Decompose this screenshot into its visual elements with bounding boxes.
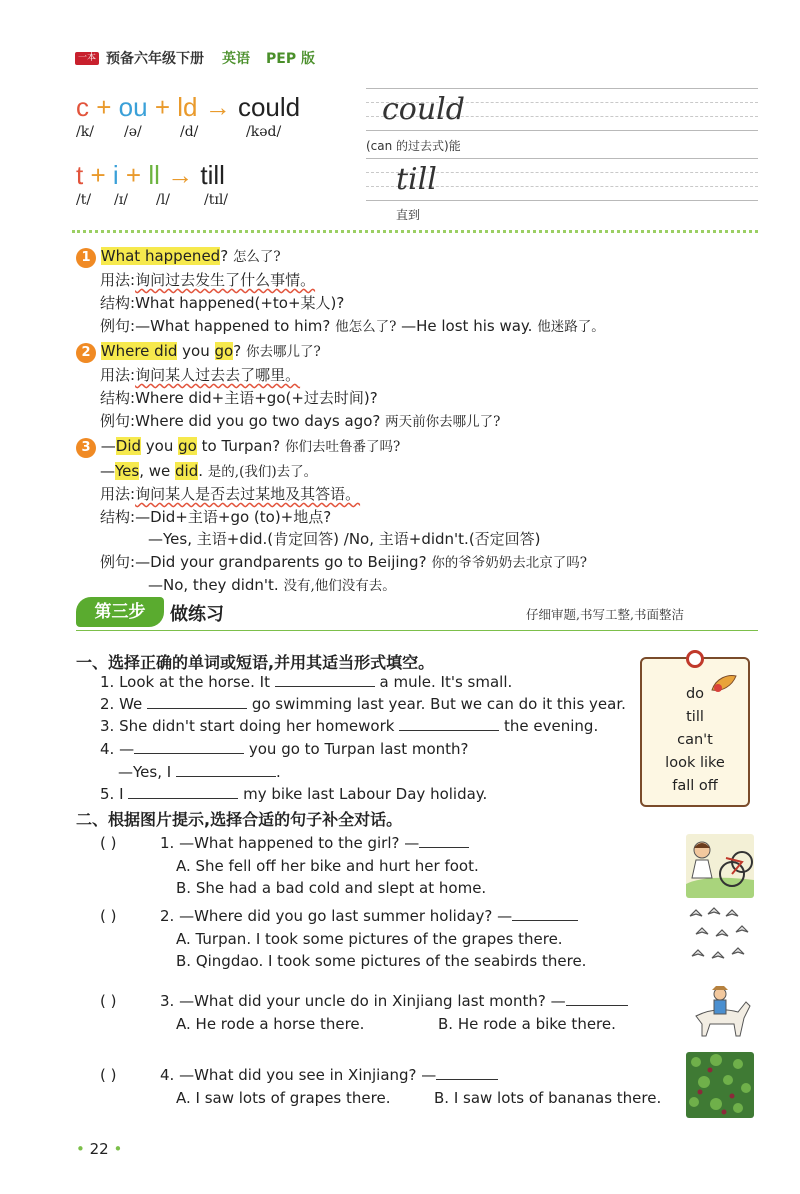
example-line	[100, 315, 605, 336]
step-title: 做练习	[170, 604, 224, 625]
structure-text: What happened(+to+某人)?	[135, 294, 345, 312]
question-2	[160, 907, 578, 925]
text: ?	[220, 247, 233, 265]
usage-text: 询问过去发生了什么事情。	[135, 271, 316, 289]
answer-paren[interactable]: ( )	[100, 834, 117, 852]
answer-blank[interactable]	[147, 695, 247, 709]
usage-label: 用法:	[100, 366, 136, 384]
question-text: 4. —What did you see in Xinjiang? —	[160, 1066, 437, 1084]
section-1-title: 一、选择正确的单词或短语,并用其适当形式填空。	[76, 653, 435, 672]
answer-blank[interactable]	[436, 1066, 498, 1080]
plus-sign: +	[90, 160, 106, 190]
structure-label: 结构:	[100, 508, 136, 526]
answer-blank[interactable]	[399, 717, 499, 731]
question-text: 5. I	[100, 785, 124, 803]
exercise-5	[100, 785, 487, 803]
brand-logo: 一本	[75, 52, 99, 65]
book-title: 预备六年级下册	[106, 51, 204, 67]
example-line	[100, 551, 587, 572]
question-text: you go to Turpan last month?	[248, 740, 469, 758]
seabirds-illustration	[686, 904, 754, 970]
option-a: A. Turpan. I took some pictures of the grapes there.	[176, 930, 563, 948]
phonics-word: till	[200, 160, 225, 190]
question-text: —Yes, I	[118, 763, 172, 781]
usage-line	[100, 269, 315, 290]
step-underline	[76, 630, 758, 631]
plus-sign: +	[154, 92, 170, 122]
example-text: —What happened to him?	[135, 317, 336, 335]
answer-blank[interactable]	[176, 763, 276, 777]
phonics-part: ll	[148, 160, 160, 190]
option-b: B. Qingdao. I took some pictures of the seabirds there.	[176, 952, 587, 970]
question-text: 1. Look at the horse. It	[100, 673, 270, 691]
question-text: 1. —What happened to the girl? —	[160, 834, 420, 852]
option-b: B. He rode a bike there.	[438, 1015, 616, 1033]
exercise-4-answer	[118, 763, 281, 781]
text: .	[198, 462, 208, 480]
word-option: till	[686, 709, 704, 725]
ipa: /k/	[76, 124, 94, 140]
phonics-part: ou	[118, 92, 148, 122]
dash: —	[100, 437, 116, 455]
word-option: fall off	[672, 778, 718, 794]
grammar-point-2	[76, 340, 321, 363]
usage-line	[100, 483, 360, 504]
text: ?	[233, 342, 246, 360]
ipa: /l/	[156, 192, 170, 208]
question-1	[160, 834, 469, 852]
example-label: 例句:	[100, 553, 136, 571]
structure-label: 结构:	[100, 389, 136, 407]
number-badge: 1	[76, 248, 96, 268]
translation: 是的,(我们)去了。	[207, 464, 318, 480]
word-option: can't	[677, 732, 713, 748]
word-option: do	[685, 686, 705, 702]
number-badge: 3	[76, 438, 96, 458]
page-number: • 22 •	[76, 1140, 123, 1158]
phonics-part: c	[76, 92, 89, 122]
edition-label: PEP 版	[266, 51, 315, 67]
question-4	[160, 1066, 498, 1084]
answer-blank[interactable]	[128, 785, 238, 799]
exercise-1	[100, 673, 512, 691]
answer-blank[interactable]	[512, 907, 578, 921]
answer-paren[interactable]: ( )	[100, 907, 117, 925]
key-phrase: go	[178, 437, 197, 455]
question-text: 3. She didn't start doing her homework	[100, 717, 395, 735]
handwriting-could: could	[382, 92, 465, 127]
step-tip: 仔细审题,书写工整,书面整洁	[526, 607, 684, 622]
question-text: go swimming last year. But we can do it this year.	[251, 695, 626, 713]
text: you	[141, 437, 179, 455]
question-text: 4. —	[100, 740, 135, 758]
text: you	[177, 342, 215, 360]
example-label: 例句:	[100, 317, 136, 335]
question-text: the evening.	[504, 717, 599, 735]
translation: 两天前你去哪儿了?	[385, 414, 501, 430]
phonics-word: could	[237, 92, 301, 122]
example-text: Where did you go two days ago?	[135, 412, 386, 430]
example-line	[100, 410, 500, 431]
answer-paren[interactable]: ( )	[100, 1066, 117, 1084]
arrow-icon: →	[204, 92, 231, 122]
question-text: my bike last Labour Day holiday.	[243, 785, 488, 803]
ipa: /d/	[180, 124, 199, 140]
translation: 你的爷爷奶奶去北京了吗?	[431, 555, 588, 571]
answer-blank[interactable]	[275, 673, 375, 687]
structure-line	[100, 506, 331, 527]
usage-text: 询问某人过去去了哪里。	[135, 366, 301, 384]
exercise-4	[100, 740, 469, 758]
question-text: a mule. It's small.	[379, 673, 513, 691]
usage-text: 询问某人是否去过某地及其答语。	[135, 485, 361, 503]
question-text: 3. —What did your uncle do in Xinjiang last month? —	[160, 992, 566, 1010]
ipa: /tɪl/	[204, 192, 229, 208]
usage-label: 用法:	[100, 271, 136, 289]
usage-line	[100, 364, 300, 385]
phonics-part: t	[76, 160, 84, 190]
handwriting-till: till	[396, 162, 437, 197]
ipa: /ə/	[124, 124, 142, 140]
option-b: B. I saw lots of bananas there.	[434, 1089, 662, 1107]
plus-sign: +	[125, 160, 142, 190]
ipa: /t/	[76, 192, 92, 208]
answer-paren[interactable]: ( )	[100, 992, 117, 1010]
grammar-point-3	[76, 435, 400, 458]
key-phrase: Yes	[115, 462, 140, 480]
exercise-2	[100, 695, 626, 713]
phonics-part: ld	[177, 92, 198, 122]
key-phrase: What happened	[100, 247, 221, 265]
page-number-text: 22	[89, 1140, 109, 1158]
example-text: —He lost his way.	[396, 317, 538, 335]
structure-text: Where did+主语+go(+过去时间)?	[135, 389, 378, 407]
question-text: .	[275, 763, 281, 781]
phonics-till	[76, 160, 225, 191]
example-label: 例句:	[100, 412, 136, 430]
structure-label: 结构:	[100, 294, 136, 312]
structure-line	[100, 387, 378, 408]
option-a: A. I saw lots of grapes there.	[176, 1089, 391, 1107]
answer-blank[interactable]	[134, 740, 244, 754]
translation: 他怎么了?	[335, 319, 397, 335]
answer-line	[100, 460, 317, 480]
key-phrase: Did	[115, 437, 142, 455]
question-text: 2. —Where did you go last summer holiday? —	[160, 907, 513, 925]
translation: 没有,他们没有去。	[283, 578, 396, 594]
section-2-title: 二、根据图片提示,选择合适的句子补全对话。	[76, 810, 403, 829]
text: , we	[139, 462, 176, 480]
phonics-could	[76, 92, 300, 123]
option-a: A. She fell off her bike and hurt her foot.	[176, 857, 479, 875]
key-phrase: Where did	[100, 342, 178, 360]
man-riding-horse-illustration	[686, 982, 754, 1042]
usage-label: 用法:	[100, 485, 136, 503]
example-text: —No, they didn't.	[148, 576, 284, 594]
question-text: 2. We	[100, 695, 143, 713]
exercise-3	[100, 717, 598, 735]
option-b: B. She had a bad cold and slept at home.	[176, 879, 487, 897]
translation: 你们去吐鲁番了吗?	[284, 439, 401, 455]
example-text: —Did your grandparents go to Beijing?	[135, 553, 432, 571]
translation: 他迷路了。	[537, 319, 605, 335]
structure-line-2: —Yes, 主语+did.(肯定回答) /No, 主语+didn't.(否定回答)	[148, 530, 541, 548]
meaning-could: (can 的过去式)能	[366, 139, 461, 153]
step-badge: 第三步	[76, 597, 164, 627]
tag-hole	[686, 650, 704, 668]
grammar-point-1	[76, 245, 281, 268]
number-badge: 2	[76, 343, 96, 363]
phonics-part: i	[112, 160, 119, 190]
key-phrase: did	[175, 462, 199, 480]
answer-blank[interactable]	[566, 992, 628, 1006]
dash: —	[100, 462, 115, 480]
option-a: A. He rode a horse there.	[176, 1015, 365, 1033]
translation: 怎么了?	[232, 249, 281, 265]
translation: 你去哪儿了?	[245, 344, 321, 360]
girl-fell-off-bike-illustration	[686, 834, 754, 898]
example-line-2	[148, 574, 396, 594]
section-divider	[72, 230, 758, 233]
structure-text: —Did+主语+go (to)+地点?	[135, 508, 332, 526]
subject-label: 英语	[222, 51, 250, 67]
arrow-icon: →	[167, 160, 194, 190]
ipa: /kəd/	[246, 124, 282, 140]
structure-line	[100, 292, 344, 313]
meaning-till: 直到	[396, 208, 421, 222]
key-phrase: go	[214, 342, 234, 360]
grapes-vineyard-illustration	[686, 1052, 754, 1118]
question-3	[160, 992, 628, 1010]
ipa: /ɪ/	[114, 192, 128, 208]
answer-blank[interactable]	[419, 834, 469, 848]
plus-sign: +	[96, 92, 112, 122]
word-option: look like	[665, 755, 725, 771]
text: to Turpan?	[196, 437, 285, 455]
